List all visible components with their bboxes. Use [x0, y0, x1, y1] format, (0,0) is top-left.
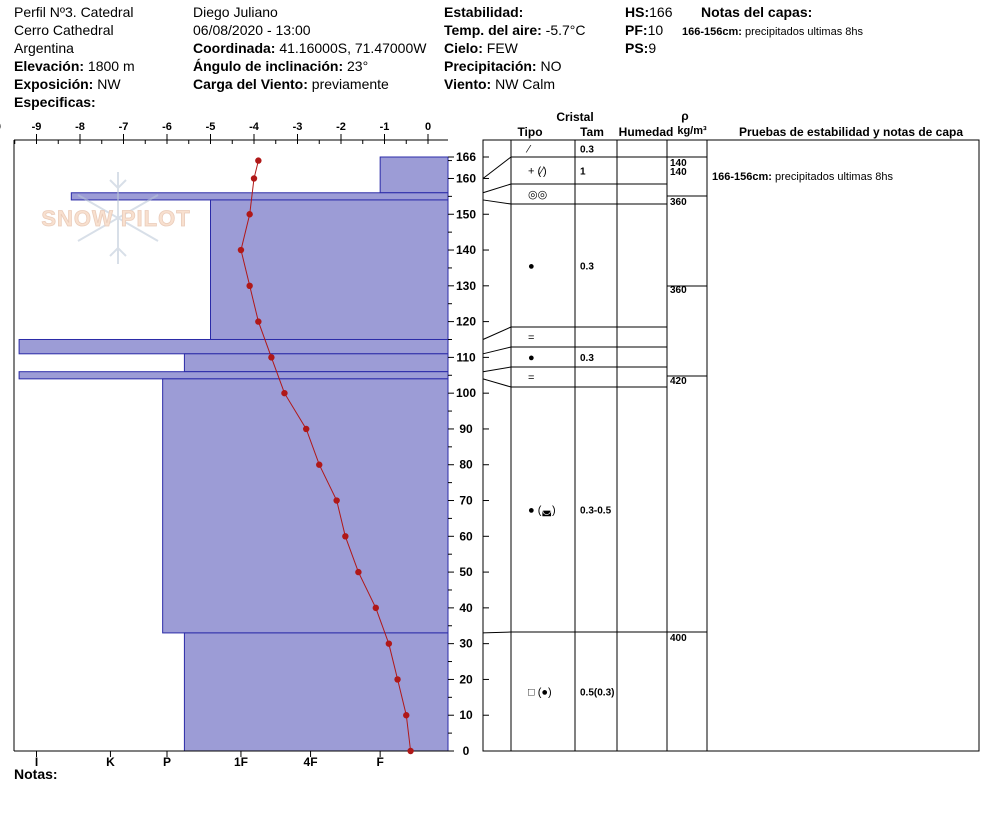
density-value: 140: [670, 167, 687, 178]
height-tick-label: 130: [455, 278, 477, 293]
layer-note-range: 166-156cm:: [682, 26, 742, 38]
hs-value: 166: [649, 4, 673, 20]
temperature-point: [251, 175, 257, 181]
temperature-axis: [0, 121, 431, 144]
layer-connector: [483, 200, 511, 204]
crystal-type: ●: [528, 260, 535, 273]
height-tick-label: 10: [459, 708, 473, 723]
test-note: [712, 171, 894, 183]
temperature-point: [386, 640, 392, 646]
rho-header: ρ: [681, 109, 689, 123]
slope-label: Ángulo de inclinación:: [193, 58, 344, 74]
density-value: 420: [670, 376, 687, 387]
temperature-point: [268, 354, 274, 360]
ps-label: PS:: [625, 40, 649, 56]
temp-tick-label: -7: [118, 121, 129, 133]
temp-tick-label: -6: [162, 121, 172, 133]
hardness-axis: [35, 751, 384, 769]
height-tick-label: 40: [459, 600, 473, 615]
temp-tick-label: -9: [31, 121, 42, 133]
slope-value: 23°: [347, 58, 369, 74]
layer-notes-label: Notas del capas:: [701, 4, 813, 20]
hardness-tick-label: F: [376, 755, 384, 769]
density-value: 400: [670, 633, 687, 644]
hardness-bar: [71, 193, 448, 200]
height-tick-label: 166: [455, 150, 477, 164]
country: Argentina: [14, 40, 74, 56]
layer-connector: [483, 632, 511, 633]
test-note-text: precipitados ultimas 8hs: [775, 171, 894, 183]
moisture-header: Humedad: [618, 125, 674, 139]
temperature-point: [281, 390, 287, 396]
crystal-size: 0.5(0.3): [580, 687, 615, 699]
temp-tick-label: -5: [205, 121, 216, 133]
temperature-point: [333, 497, 339, 503]
crystal-size: 0.3: [580, 261, 594, 273]
crystal-type: ⁄: [528, 143, 530, 156]
notes-label: Notas:: [14, 766, 58, 782]
layer-connector: [483, 184, 511, 193]
temperature-point: [342, 533, 348, 539]
tests-header: Pruebas de estabilidad y notas de capa: [738, 125, 964, 139]
crystal-size: 0.3-0.5: [580, 505, 612, 517]
wind-load-label: Carga del Viento:: [193, 76, 308, 92]
density-value: 360: [670, 197, 687, 208]
hardness-bars: [19, 157, 448, 751]
height-tick-label: 50: [459, 565, 473, 580]
density-value: 140: [670, 158, 687, 169]
wind-load-value: previamente: [311, 76, 389, 92]
height-tick-label: 20: [459, 672, 473, 687]
coord-value: 41.16000S, 71.47000W: [279, 40, 427, 56]
temperature-point: [255, 318, 261, 324]
crystal-size: 1: [580, 166, 586, 178]
hardness-bar: [380, 157, 448, 193]
air-temp-label: Temp. del aire:: [444, 22, 542, 38]
hardness-bar: [19, 372, 448, 379]
height-tick-label: 30: [459, 636, 473, 651]
layer-connector: [483, 157, 511, 178]
temperature-point: [407, 748, 413, 754]
temperature-point: [355, 569, 361, 575]
elevation-value: 1800 m: [87, 58, 135, 74]
crystal-size: 0.3: [580, 353, 594, 364]
crystal-type: ● (◛): [528, 504, 556, 517]
temp-tick-label: -1: [379, 121, 390, 133]
layer-table: [483, 140, 979, 751]
height-tick-label: 70: [459, 493, 473, 508]
sky-label: Cielo:: [444, 40, 483, 56]
layer-connector: [483, 367, 511, 372]
hs-label: HS:: [625, 4, 650, 20]
datetime: 06/08/2020 - 13:00: [193, 22, 311, 38]
temperature-point: [303, 426, 309, 432]
height-tick-label: 90: [459, 421, 473, 436]
temperature-point: [403, 712, 409, 718]
table-headers: [517, 109, 963, 139]
layer-connector: [483, 327, 511, 339]
temperature-point: [316, 462, 322, 468]
sky-value: FEW: [486, 40, 518, 56]
temperature-point: [246, 211, 252, 217]
height-tick-label: 110: [456, 350, 476, 365]
height-tick-label: 100: [455, 386, 477, 401]
layer-connector: [483, 379, 511, 387]
temperature-point: [246, 283, 252, 289]
crystal-type: =: [528, 332, 535, 344]
crystal-header: Cristal: [556, 110, 594, 124]
temperature-point: [373, 605, 379, 611]
temperature-point: [255, 157, 261, 163]
height-tick-label: 0: [462, 744, 470, 758]
height-tick-label: 120: [455, 314, 477, 329]
wind-label: Viento:: [444, 76, 492, 92]
size-header: Tam: [580, 125, 604, 139]
hardness-tick-label: 4F: [303, 755, 318, 769]
watermark-text: SNOW PILOT: [41, 206, 191, 231]
temperature-point: [238, 247, 244, 253]
location: Cerro Cathedral: [14, 22, 114, 38]
ps-value: 9: [648, 40, 657, 56]
profile-name: Perfil Nº3. Catedral: [14, 4, 134, 20]
aspect-value: NW: [97, 76, 121, 92]
temp-tick-label: [0, 121, 1, 133]
crystal-type: ◎◎: [528, 189, 548, 201]
precip-label: Precipitación:: [444, 58, 537, 74]
crystal-type: ●: [528, 352, 535, 364]
crystal-size: 0.3: [580, 144, 594, 156]
density-unit-header: kg/m³: [677, 125, 707, 137]
pf-value: 10: [647, 22, 664, 38]
aspect-label: Exposición:: [14, 76, 94, 92]
temp-tick-label: -2: [336, 121, 346, 133]
stability-label: Estabilidad:: [444, 4, 524, 20]
temp-tick-label: -3: [292, 121, 303, 133]
layer-note-text: precipitados ultimas 8hs: [745, 26, 864, 38]
hardness-bar: [184, 354, 448, 372]
hardness-tick-label: K: [106, 755, 115, 769]
pf-label: PF:: [625, 22, 648, 38]
hardness-tick-label: I: [34, 755, 39, 769]
test-note-range: 166-156cm:: [712, 171, 772, 183]
height-tick-label: 60: [459, 529, 473, 544]
wind-value: NW Calm: [495, 76, 555, 92]
density-values: [667, 157, 707, 644]
coord-label: Coordinada:: [193, 40, 276, 56]
air-temp-value: -5.7°C: [545, 22, 586, 38]
crystal-type: + (⁄): [528, 165, 547, 178]
hardness-bar: [19, 339, 448, 353]
height-tick-label: 80: [459, 457, 473, 472]
hardness-tick-label: P: [162, 755, 172, 769]
crystal-type: =: [528, 372, 535, 384]
temp-tick-label: -4: [249, 121, 259, 133]
layer-connector: [483, 347, 511, 354]
elevation-label: Elevación:: [14, 58, 85, 74]
height-tick-label: 160: [455, 171, 477, 186]
temp-tick-label: 0: [424, 121, 432, 133]
observer: Diego Juliano: [193, 4, 278, 20]
height-tick-label: 150: [455, 207, 477, 222]
density-value: 360: [670, 285, 687, 296]
hardness-tick-label: 1F: [233, 755, 248, 769]
height-tick-label: 140: [455, 243, 477, 258]
temperature-point: [394, 676, 400, 682]
precip-value: NO: [540, 58, 562, 74]
crystal-type: □ (●): [528, 686, 552, 699]
snowpilot-logo: [41, 172, 190, 264]
specifics-label: Especificas:: [14, 94, 96, 110]
type-header: Tipo: [517, 125, 543, 139]
temp-tick-label: -8: [75, 121, 85, 133]
hardness-bar: [163, 379, 448, 633]
